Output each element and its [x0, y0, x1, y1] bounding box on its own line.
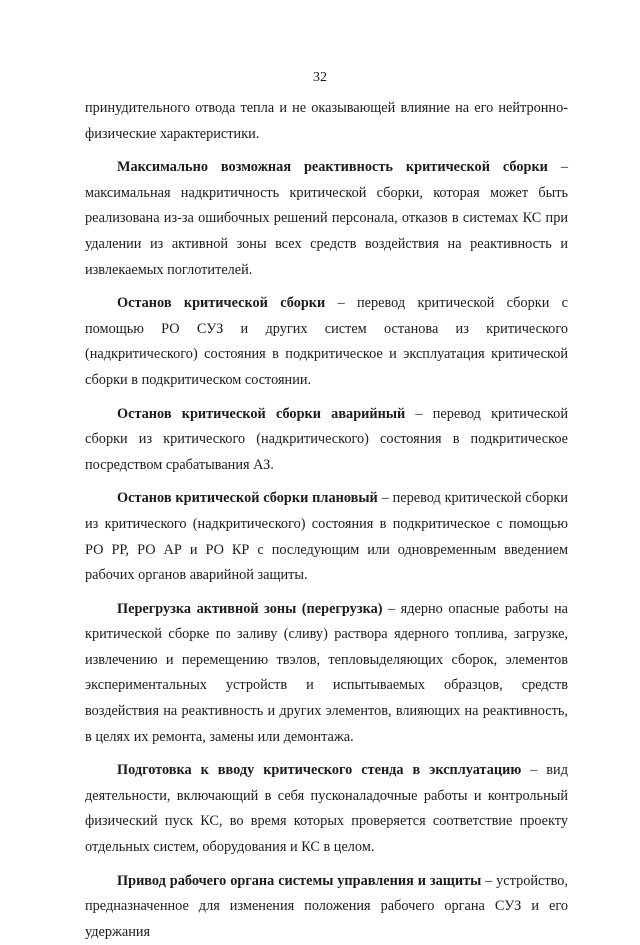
- definition-text: – перевод критической сборки из критического (надкритического) состояния в подкритическое посредством срабатывания АЗ.: [85, 405, 568, 473]
- paragraph-continuation: [85, 96, 568, 147]
- page-number: 32: [313, 70, 327, 85]
- page-body: [85, 96, 568, 945]
- definition-text: – максимальная надкритичность критической сборки, которая может быть реализована из-за ошибочных решений персонала, отказов в системах КС при удалении из активной зоны всех средств воздействия на реактивность и извлекаемых поглотителей.: [85, 159, 568, 278]
- term: Подготовка к вводу критического стенда в эксплуатацию: [117, 762, 522, 779]
- definition-commissioning-preparation: [85, 758, 568, 860]
- term: Привод рабочего органа системы управления и защиты: [117, 872, 482, 889]
- definition-planned-shutdown: [85, 486, 568, 588]
- definition-text: – перевод критической сборки с помощью РО СУЗ и других систем останова из критического (надкритического) состояния в подкритическое и эксплуатация критической сборки в подкритическом состоянии.: [85, 295, 568, 388]
- definition-text: – вид деятельности, включающий в себя пусконаладочные работы и контрольный физический пуск КС, во время которых проверяется соответствие проекту отдельных систем, оборудования и КС в целом.: [85, 762, 568, 856]
- definition-text: принудительного отвода тепла и не оказывающей влияние на его нейтронно-физические характеристики.: [85, 100, 568, 142]
- definition-core-reloading: [85, 597, 568, 751]
- term: Перегрузка активной зоны (перегрузка): [117, 600, 383, 617]
- definition-control-rod-drive: [85, 869, 568, 945]
- term: Останов критической сборки: [117, 295, 326, 312]
- definition-emergency-shutdown: [85, 402, 568, 479]
- definition-text: – ядерно опасные работы на критической сборке по заливу (сливу) раствора ядерного топлива, загрузке, извлечению и перемещению твэлов, тепловыделяющих сборок, элементов экспериментальных устройств и испытываемых образцов, средств воздействия на реактивность и других элементов, влияющих на реактивность, в целях их ремонта, замены или демонтажа.: [85, 600, 568, 745]
- term: Останов критической сборки плановый: [117, 490, 378, 507]
- term: Останов критической сборки аварийный: [117, 405, 406, 422]
- term: Максимально возможная реактивность критической сборки: [117, 159, 548, 176]
- definition-text: – перевод критической сборки из критического (надкритического) состояния в подкритическое с помощью РО РР, РО АР и РО КР с последующим или одновременным введением рабочих органов аварийной защиты.: [85, 490, 568, 584]
- definition-max-reactivity: [85, 155, 568, 283]
- definition-text: – устройство, предназначенное для изменения положения рабочего органа СУЗ и его удержания: [85, 872, 568, 940]
- definition-shutdown: [85, 291, 568, 393]
